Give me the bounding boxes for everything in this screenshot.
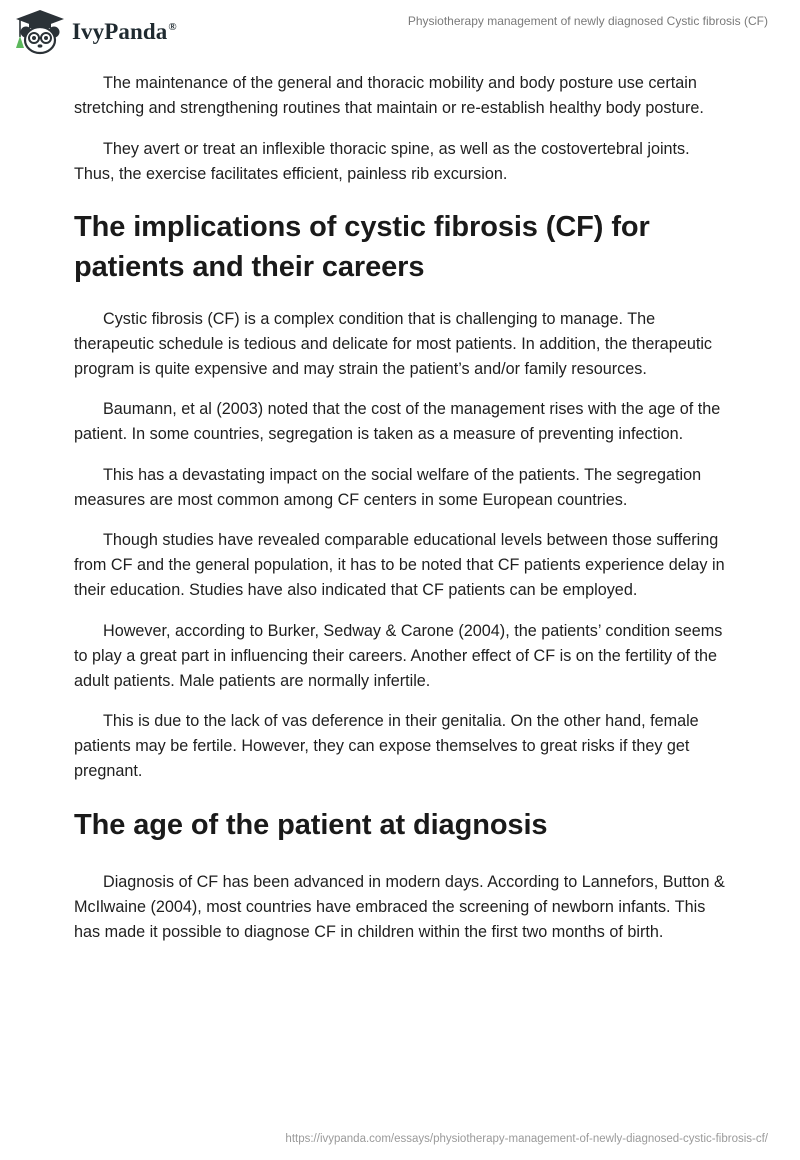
ivypanda-logo[interactable] bbox=[14, 7, 177, 57]
document-title: Physiotherapy management of newly diagnosed Cystic fibrosis (CF) bbox=[407, 14, 768, 28]
paragraph: Though studies have revealed comparable educational levels between those suffering from CF and the general population, it has to be noted that CF patients experience delay in their education. Studies have also indicated that CF patients can be employed. bbox=[74, 531, 725, 599]
section-heading-implications: The implications of cystic fibrosis (CF) for patients and their careers bbox=[74, 210, 650, 283]
paragraph: However, according to Burker, Sedway & Carone (2004), the patients’ condition seems to play a great part in influencing their careers. Another effect of CF is on the fertility of the adult patients. Male patients are normally infertile. bbox=[74, 621, 723, 690]
paragraph: Diagnosis of CF has been advanced in modern days. According to Lannefors, Button & McIlwaine (2004), most countries have embraced the screening of newborn infants. This has made it possible to diagnose CF in children within the first two months of birth. bbox=[74, 873, 725, 941]
source-url[interactable]: https://ivypanda.com/essays/physiotherapy-management-of-newly-diagnosed-cystic-fibrosis-cf/ bbox=[285, 1133, 768, 1145]
paragraph: Baumann, et al (2003) noted that the cost of the management rises with the age of the patient. In some countries, segregation is taken as a measure of preventing infection. bbox=[74, 400, 721, 443]
essay-content bbox=[74, 71, 734, 961]
paragraph: They avert or treat an inflexible thoracic spine, as well as the costovertebral joints. Thus, the exercise facilitates efficient, painless rib excursion. bbox=[74, 139, 690, 183]
paragraph: This has a devastating impact on the social welfare of the patients. The segregation measures are most common among CF centers in some European countries. bbox=[74, 465, 702, 509]
panda-graduate-logo-icon bbox=[14, 7, 66, 57]
logo-wordmark: IvyPanda® bbox=[72, 19, 177, 44]
paragraph: This is due to the lack of vas deference in their genitalia. On the other hand, female patients may be fertile. However, they can expose themselves to great risks if they get pregnant. bbox=[74, 712, 699, 780]
section-heading-age-at-diagnosis: The age of the patient at diagnosis bbox=[74, 809, 548, 841]
paragraph: Cystic fibrosis (CF) is a complex condition that is challenging to manage. The therapeutic schedule is tedious and delicate for most patients. In addition, the therapeutic program is quite expensive and may strain the patient’s and/or family resources. bbox=[74, 309, 713, 378]
page-header bbox=[0, 0, 800, 64]
paragraph: The maintenance of the general and thoracic mobility and body posture use certain stretching and strengthening routines that maintain or re-establish healthy body posture. bbox=[74, 74, 704, 117]
